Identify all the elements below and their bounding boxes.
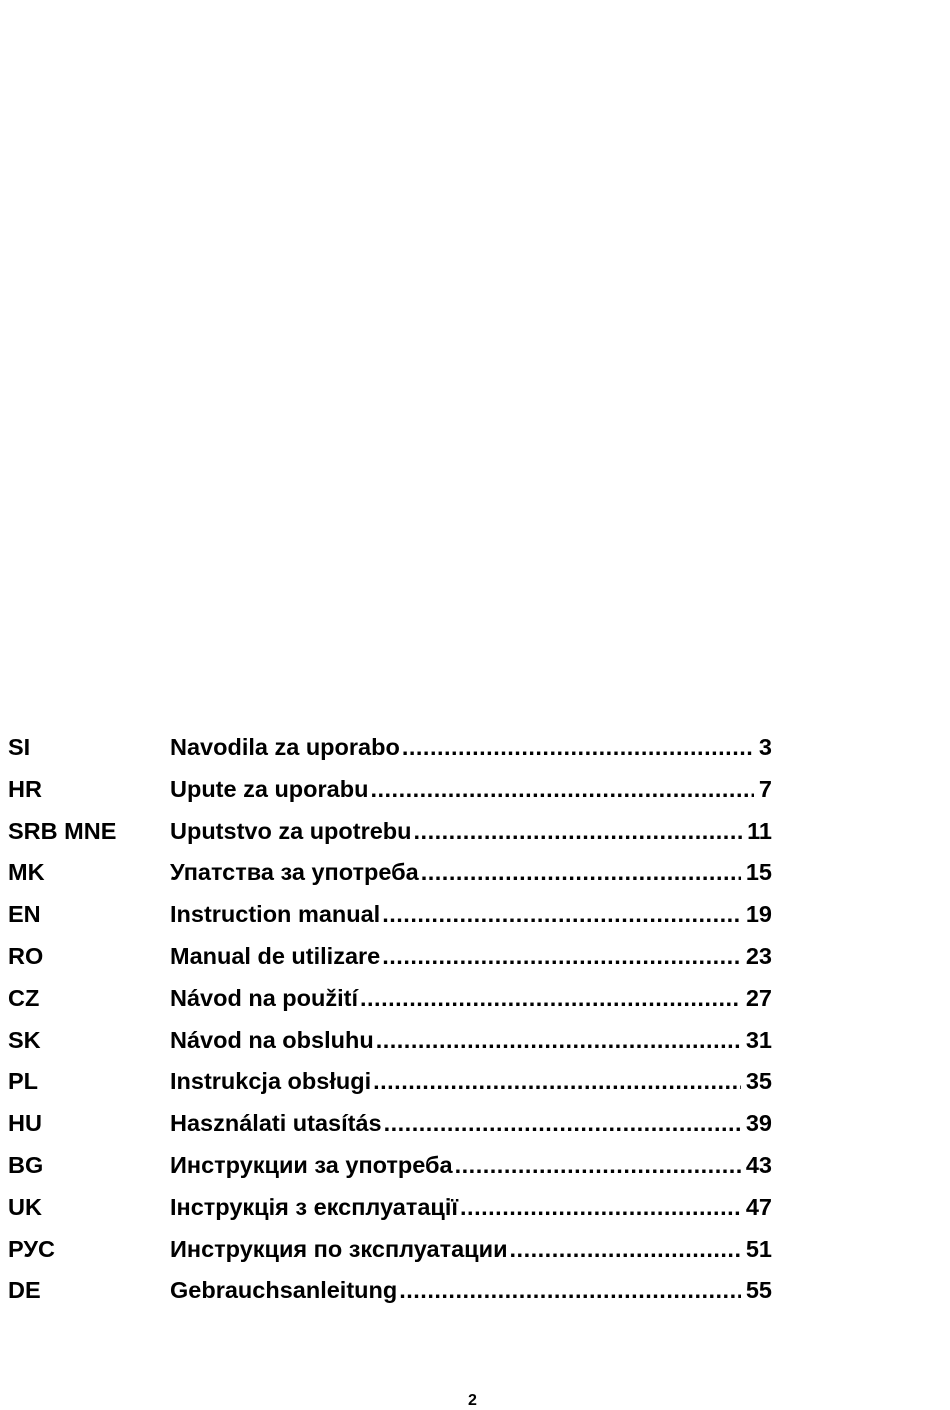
manual-title: Návod na obsluhu [170,1026,374,1053]
dot-leader [382,903,741,927]
language-code: BG [8,1151,44,1178]
page-number: 35 [745,1068,772,1095]
language-code: MK [8,859,45,886]
language-code: HU [8,1110,42,1137]
page-number: 47 [745,1193,772,1220]
dot-leader [421,861,741,885]
manual-title: Gebrauchsanleitung [170,1277,398,1304]
manual-title: Uputstvo za upotrebu [170,817,412,844]
dot-leader [360,987,741,1011]
manual-title: Инструкция по зксплуатации [170,1235,508,1262]
page-number: 19 [745,901,772,928]
language-code: EN [8,901,41,928]
page-number: 23 [745,942,772,969]
manual-title: Инструкции за употреба [170,1151,453,1178]
toc-entry [170,861,772,885]
toc-row-mk [8,861,772,903]
page-number: 11 [747,817,772,844]
toc-entry [170,736,772,760]
language-code: CZ [8,984,40,1011]
language-code: SRB MNE [8,817,117,844]
manual-title: Manual de utilizare [170,942,381,969]
toc-row-bg [8,1151,772,1196]
toc-row-rus [8,1235,772,1280]
toc-row-hu [8,1112,772,1154]
language-code: РУС [8,1235,55,1262]
page-number: 39 [745,1110,772,1137]
toc-row-en [8,903,772,945]
toc-row-ro [8,942,772,987]
toc-row-cz [8,984,772,1029]
toc-row-srb-mne [8,817,772,862]
toc-entry [170,1279,772,1303]
dot-leader [414,820,743,844]
manual-title: Návod na použití [170,984,358,1011]
toc-entry [170,984,772,1011]
toc-entry [170,1235,772,1262]
toc-entry [170,1193,772,1220]
toc-row-hr [8,775,772,820]
page-number: 51 [745,1235,772,1262]
toc-entry [170,903,772,927]
toc-row-sk [8,1026,772,1071]
toc-entry [170,942,772,969]
dot-leader [384,1112,741,1136]
toc-entry [170,1070,772,1094]
dot-leader [455,1154,741,1178]
page-number: 55 [745,1277,772,1304]
language-code: SI [8,734,31,760]
toc-row-pl [8,1070,772,1112]
page-number: 43 [745,1151,772,1178]
manual-title: Instrukcja obsługi [170,1068,372,1095]
page-number: 15 [745,859,772,886]
toc-entry [170,817,772,844]
language-code: DE [8,1277,41,1304]
page-number: 7 [758,775,772,802]
toc-entry [170,775,772,802]
manual-title: Upute za uporabu [170,775,369,802]
manual-title: Használati utasítás [170,1110,382,1137]
manual-title: Інструкція з експлуатації [170,1193,459,1220]
dot-leader [382,945,741,969]
language-code: HR [8,775,42,802]
manual-title: Упатства за употреба [170,859,419,886]
footer-page-number: 2 [468,1392,477,1409]
toc-entry [170,1151,772,1178]
page-number: 31 [745,1026,772,1053]
dot-leader [402,736,754,760]
toc-row-si [8,736,772,778]
language-code: PL [8,1068,39,1095]
manual-title: Navodila za uporabo [170,734,400,760]
language-code: UK [8,1193,42,1220]
dot-leader [399,1279,741,1303]
dot-leader [373,1070,741,1094]
toc-entry [170,1112,772,1136]
table-of-contents [8,736,772,1321]
toc-row-uk [8,1193,772,1238]
language-code: SK [8,1026,41,1053]
dot-leader [376,1029,741,1053]
page-number: 27 [745,984,772,1011]
page-number: 3 [758,734,772,760]
toc-entry [170,1026,772,1053]
dot-leader [460,1196,741,1220]
dot-leader [370,778,753,802]
language-code: RO [8,942,44,969]
toc-row-de [8,1279,772,1321]
dot-leader [510,1238,741,1262]
manual-title: Instruction manual [170,901,381,928]
